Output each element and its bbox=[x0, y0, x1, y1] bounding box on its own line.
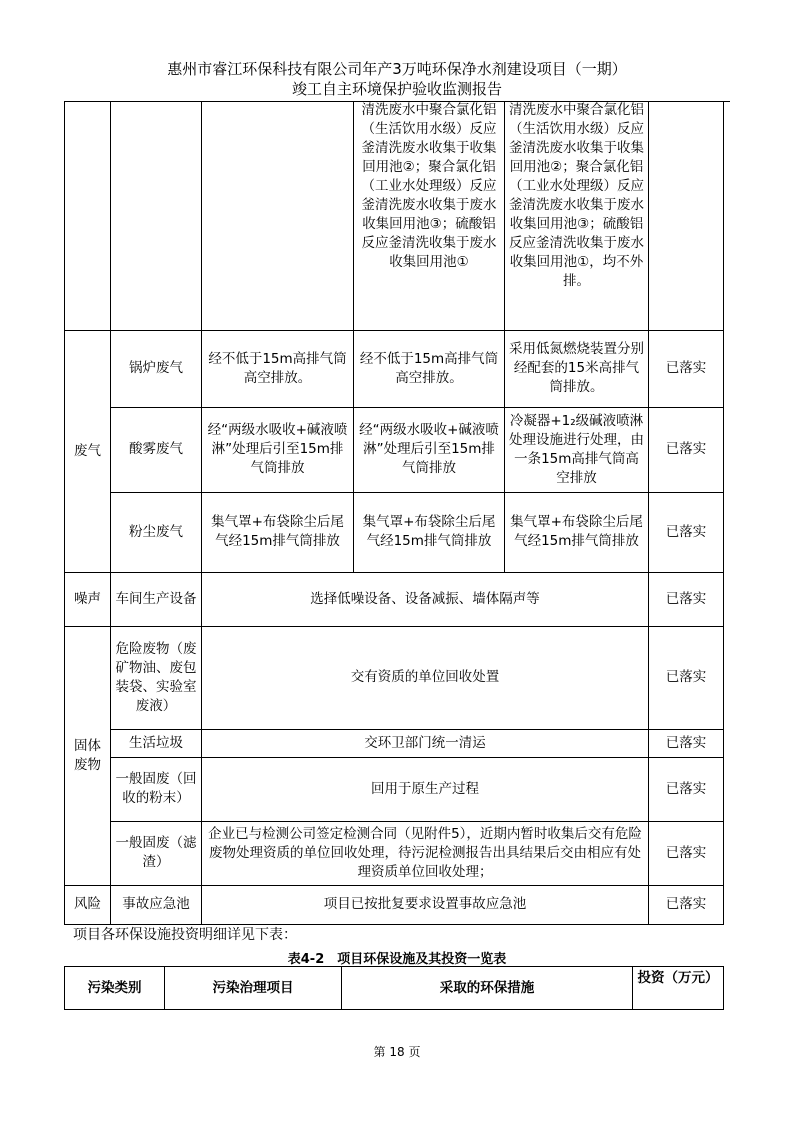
table-row bbox=[65, 492, 724, 572]
measure-cell: 企业已与检测公司签定检测合同（见附件5），近期内暂时收集后交有危险废物处理资质的单位回收处理，待污泥检测报告出具结果后交由相应有处理资质单位回收处理； bbox=[202, 821, 649, 885]
item-cell: 事故应急池 bbox=[111, 885, 202, 924]
status-cell: 已落实 bbox=[649, 330, 724, 407]
status-cell: 已落实 bbox=[649, 885, 724, 924]
item-cell: 生活垃圾 bbox=[111, 729, 202, 757]
item-cell: 粉尘废气 bbox=[111, 492, 202, 572]
status-cell: 已落实 bbox=[649, 572, 724, 626]
table-row bbox=[65, 885, 724, 924]
item-cell: 车间生产设备 bbox=[111, 572, 202, 626]
item-cell: 酸雾废气 bbox=[111, 407, 202, 492]
measure-cell: 回用于原生产过程 bbox=[202, 757, 649, 821]
category-noise: 噪声 bbox=[65, 572, 111, 626]
status-cell: 已落实 bbox=[649, 821, 724, 885]
status-cell: 已落实 bbox=[649, 407, 724, 492]
item-cell: 一般固废（滤渣） bbox=[111, 821, 202, 885]
category-gas: 废气 bbox=[65, 330, 111, 572]
measure-cell: 交有资质的单位回收处置 bbox=[202, 626, 649, 729]
status-cell: 已落实 bbox=[649, 626, 724, 729]
table-row bbox=[65, 330, 724, 407]
table-row bbox=[65, 626, 724, 729]
status-cell: 已落实 bbox=[649, 757, 724, 821]
investment-table bbox=[64, 966, 724, 1010]
report-title-line1: 惠州市睿江环保科技有限公司年产3万吨环保净水剂建设项目（一期） bbox=[167, 60, 627, 78]
table-row bbox=[65, 572, 724, 626]
item-cell: 一般固废（回收的粉末） bbox=[111, 757, 202, 821]
column-header: 投资（万元） bbox=[633, 967, 724, 1010]
column-header: 采取的环保措施 bbox=[342, 967, 633, 1010]
table-row bbox=[65, 729, 724, 757]
approval-cell: 经不低于15m高排气筒高空排放。 bbox=[354, 330, 505, 407]
status-cell: 已落实 bbox=[649, 729, 724, 757]
item-cell: 锅炉废气 bbox=[111, 330, 202, 407]
approval-cell: 经“两级水吸收+碱液喷淋”处理后引至15m排气筒排放 bbox=[354, 407, 505, 492]
eia-cell: 集气罩+布袋除尘后尾气经15m排气筒排放 bbox=[202, 492, 354, 572]
category-risk: 风险 bbox=[65, 885, 111, 924]
page-number: 第 18 页 bbox=[373, 1045, 421, 1059]
column-header: 污染类别 bbox=[65, 967, 165, 1010]
measure-cell: 项目已按批复要求设置事故应急池 bbox=[202, 885, 649, 924]
measure-cell: 选择低噪设备、设备减振、墙体隔声等 bbox=[202, 572, 649, 626]
item-cell: 危险废物（废矿物油、废包装袋、实验室废液） bbox=[111, 626, 202, 729]
investment-intro-text: 项目各环保设施投资明细详见下表： bbox=[73, 927, 297, 943]
table-row bbox=[65, 101, 724, 330]
table-row bbox=[65, 757, 724, 821]
environmental-measures-table bbox=[64, 101, 724, 925]
category-solid-waste: 固体废物 bbox=[65, 626, 111, 885]
approval-cell: 集气罩+布袋除尘后尾气经15m排气筒排放 bbox=[354, 492, 505, 572]
measure-cell: 交环卫部门统一清运 bbox=[202, 729, 649, 757]
actual-cell: 冷凝器+1₂级碱液喷淋处理设施进行处理，由一条15m高排气筒高空排放 bbox=[505, 407, 649, 492]
table-header-row bbox=[65, 967, 724, 1010]
eia-cell: 经不低于15m高排气筒高空排放。 bbox=[202, 330, 354, 407]
actual-cell: 集气罩+布袋除尘后尾气经15m排气筒排放 bbox=[505, 492, 649, 572]
table-row bbox=[65, 821, 724, 885]
column-header: 污染治理项目 bbox=[165, 967, 342, 1010]
eia-approval-wastewater-text: 清洗废水中聚合氯化铝（生活饮用水级）反应釜清洗废水收集于收集回用池②；聚合氯化铝（工业水处理级）反应釜清洗废水收集于废水收集回用池③；硫酸铝反应釜清洗收集于废水收集回用池① bbox=[354, 101, 505, 330]
actual-wastewater-text: 清洗废水中聚合氯化铝（生活饮用水级）反应釜清洗废水收集于收集回用池②；聚合氯化铝（工业水处理级）反应釜清洗废水收集于废水收集回用池③；硫酸铝反应釜清洗收集于废水收集回用池①，均不外排。 bbox=[505, 101, 649, 330]
table-row bbox=[65, 407, 724, 492]
actual-cell: 采用低氮燃烧装置分别经配套的15米高排气筒排放。 bbox=[505, 330, 649, 407]
status-cell: 已落实 bbox=[649, 492, 724, 572]
eia-cell: 经“两级水吸收+碱液喷淋”处理后引至15m排气筒排放 bbox=[202, 407, 354, 492]
table-caption: 表4-2 项目环保设施及其投资一览表 bbox=[287, 952, 507, 967]
report-title-line2: 竣工自主环境保护验收监测报告 bbox=[291, 80, 502, 98]
